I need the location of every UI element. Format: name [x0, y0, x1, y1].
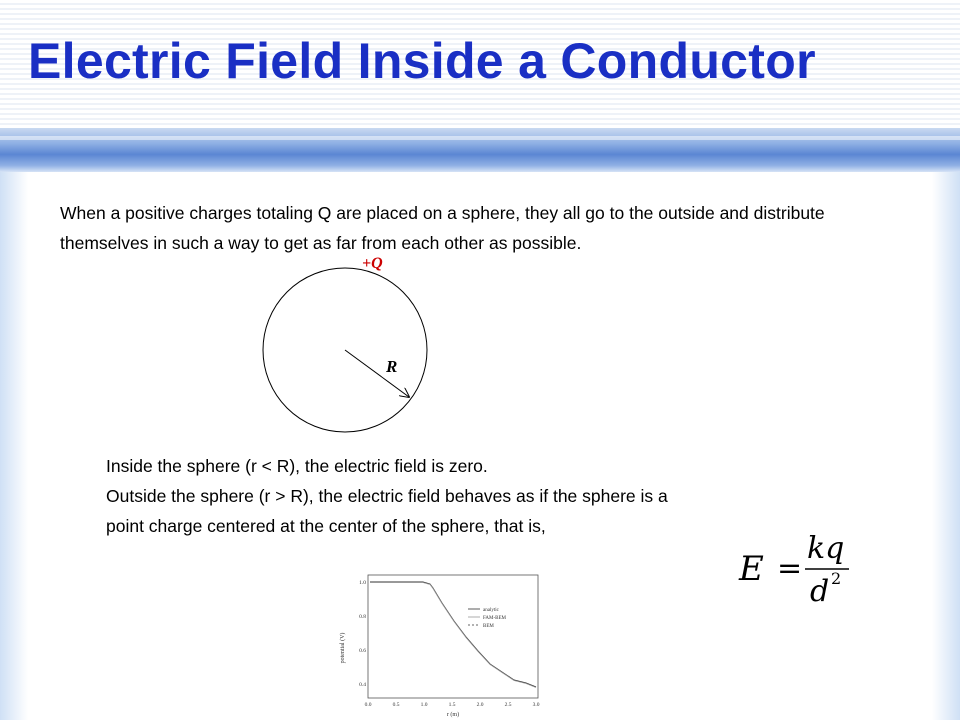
header-band-highlight: [0, 136, 960, 140]
legend-entry: FAM-BEM: [483, 616, 506, 621]
formula-exponent: 2: [831, 569, 842, 588]
ytick-label: 0.4: [359, 682, 366, 688]
slide-title: Electric Field Inside a Conductor: [28, 33, 816, 89]
xtick-label: 2.5: [504, 702, 512, 708]
ytick-label: 1.0: [359, 580, 366, 586]
formula-denominator: d: [810, 574, 830, 608]
ytick-label: 0.6: [359, 648, 366, 654]
legend-entry: BEM: [483, 624, 494, 629]
plot-ylabel: potential (V): [340, 632, 346, 664]
xtick-label: 1.0: [420, 702, 428, 708]
intro-paragraph: When a positive charges totaling Q are placed on a sphere, they all go to the outside and distribute themselves in such a way to get as far from each other as possible.: [60, 203, 825, 253]
header-band: [0, 128, 960, 172]
outside-sphere-text-2: point charge centered at the center of the sphere, that is,: [106, 516, 546, 536]
xtick-label: 1.5: [448, 702, 456, 708]
xtick-label: 3.0: [532, 702, 540, 708]
xtick-label: 0.5: [392, 702, 400, 708]
ytick-label: 0.8: [359, 614, 366, 620]
formula-numerator: kq: [807, 531, 845, 566]
legend-entry: analytic: [483, 608, 499, 613]
radius-arrow: [345, 350, 409, 397]
formula-lhs: E: [739, 549, 764, 589]
plot-xlabel: r (m): [446, 712, 460, 718]
formula-equals: =: [777, 551, 803, 586]
coulomb-formula: [735, 528, 865, 608]
radius-label: R: [386, 357, 398, 376]
charged-sphere-diagram: [250, 245, 450, 445]
charge-label: +Q: [362, 255, 383, 272]
potential-plot-figure: [330, 570, 550, 720]
inside-sphere-text: Inside the sphere (r < R), the electric field is zero.: [106, 456, 488, 476]
xtick-label: 0.0: [364, 702, 372, 708]
xtick-label: 2.0: [476, 702, 484, 708]
outside-sphere-text-1: Outside the sphere (r > R), the electric field behaves as if the sphere is a: [106, 486, 668, 506]
